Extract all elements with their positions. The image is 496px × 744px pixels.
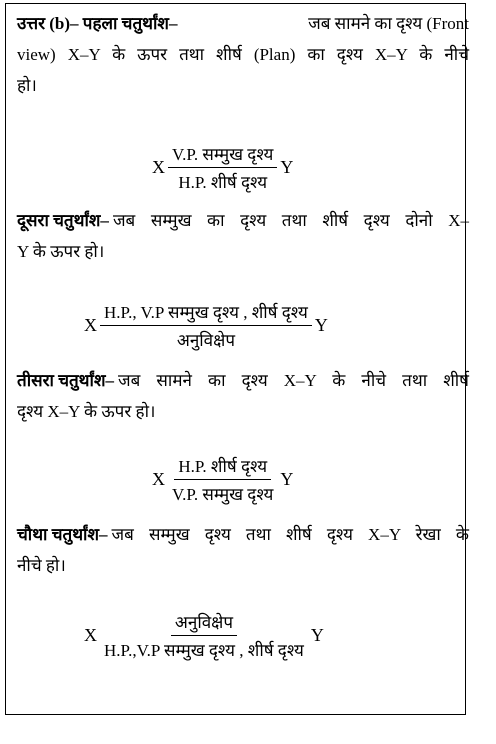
formula-y-label: Y [280, 157, 294, 177]
section-4-line-2: नीचे हो। [17, 556, 66, 575]
section-3-heading: तीसरा चतुर्थांश– [17, 371, 115, 390]
formula-numerator: H.P. शीर्ष दृश्य [174, 454, 271, 480]
formula-y-label: Y [280, 469, 294, 489]
formula-y-label: Y [314, 315, 328, 335]
section-4-formula [84, 610, 324, 661]
formula-denominator: H.P.,V.P सम्मुख दृश्य , शीर्ष दृश्य [104, 641, 304, 660]
formula-x-label: X [84, 625, 97, 645]
section-3-formula [152, 454, 293, 505]
formula-numerator: H.P., V.P सम्मुख दृश्य , शीर्ष दृश्य [100, 300, 312, 326]
formula-x-label: X [152, 469, 165, 489]
section-3-text [17, 365, 469, 427]
section-3-line-2: दृश्य X–Y के ऊपर हो। [17, 402, 156, 421]
formula-x-label: X [152, 157, 165, 177]
section-4-line-1: जब सम्मुख दृश्य तथा शीर्ष दृश्य X–Y रेखा के [111, 525, 469, 544]
section-1-line-1: जब सामने का दृश्य (Front [308, 14, 469, 33]
section-2-line-1: जब सम्मुख का दृश्य तथा शीर्ष दृश्य दोनो X– [112, 211, 469, 230]
formula-numerator: अनुविक्षेप [171, 610, 237, 636]
section-2-heading: दूसरा चतुर्थांश– [17, 211, 109, 230]
section-2-formula [84, 300, 328, 351]
formula-numerator: V.P. सम्मुख दृश्य [168, 142, 277, 168]
formula-denominator: अनुविक्षेप [176, 331, 235, 350]
section-3-line-1: जब सामने का दृश्य X–Y के नीचे तथा शीर्ष [118, 371, 469, 390]
section-1-line-3: हो। [17, 76, 37, 95]
section-1-text [17, 8, 469, 101]
formula-x-label: X [84, 315, 97, 335]
section-2-line-2: Y के ऊपर हो। [17, 242, 105, 261]
formula-denominator: V.P. सम्मुख दृश्य [172, 485, 274, 504]
section-1-formula [152, 142, 293, 193]
section-1-line-2: view) X–Y के ऊपर तथा शीर्ष (Plan) का दृश्य X–Y के नीचे [17, 45, 469, 64]
section-4-heading: चौथा चतुर्थांश– [17, 525, 108, 544]
formula-y-label: Y [310, 625, 324, 645]
section-2-text [17, 205, 469, 267]
formula-denominator: H.P. शीर्ष दृश्य [178, 173, 268, 192]
section-4-text [17, 519, 469, 581]
answer-box [5, 3, 469, 715]
section-1-heading: उत्तर (b)– पहला चतुर्थांश– [17, 14, 178, 33]
